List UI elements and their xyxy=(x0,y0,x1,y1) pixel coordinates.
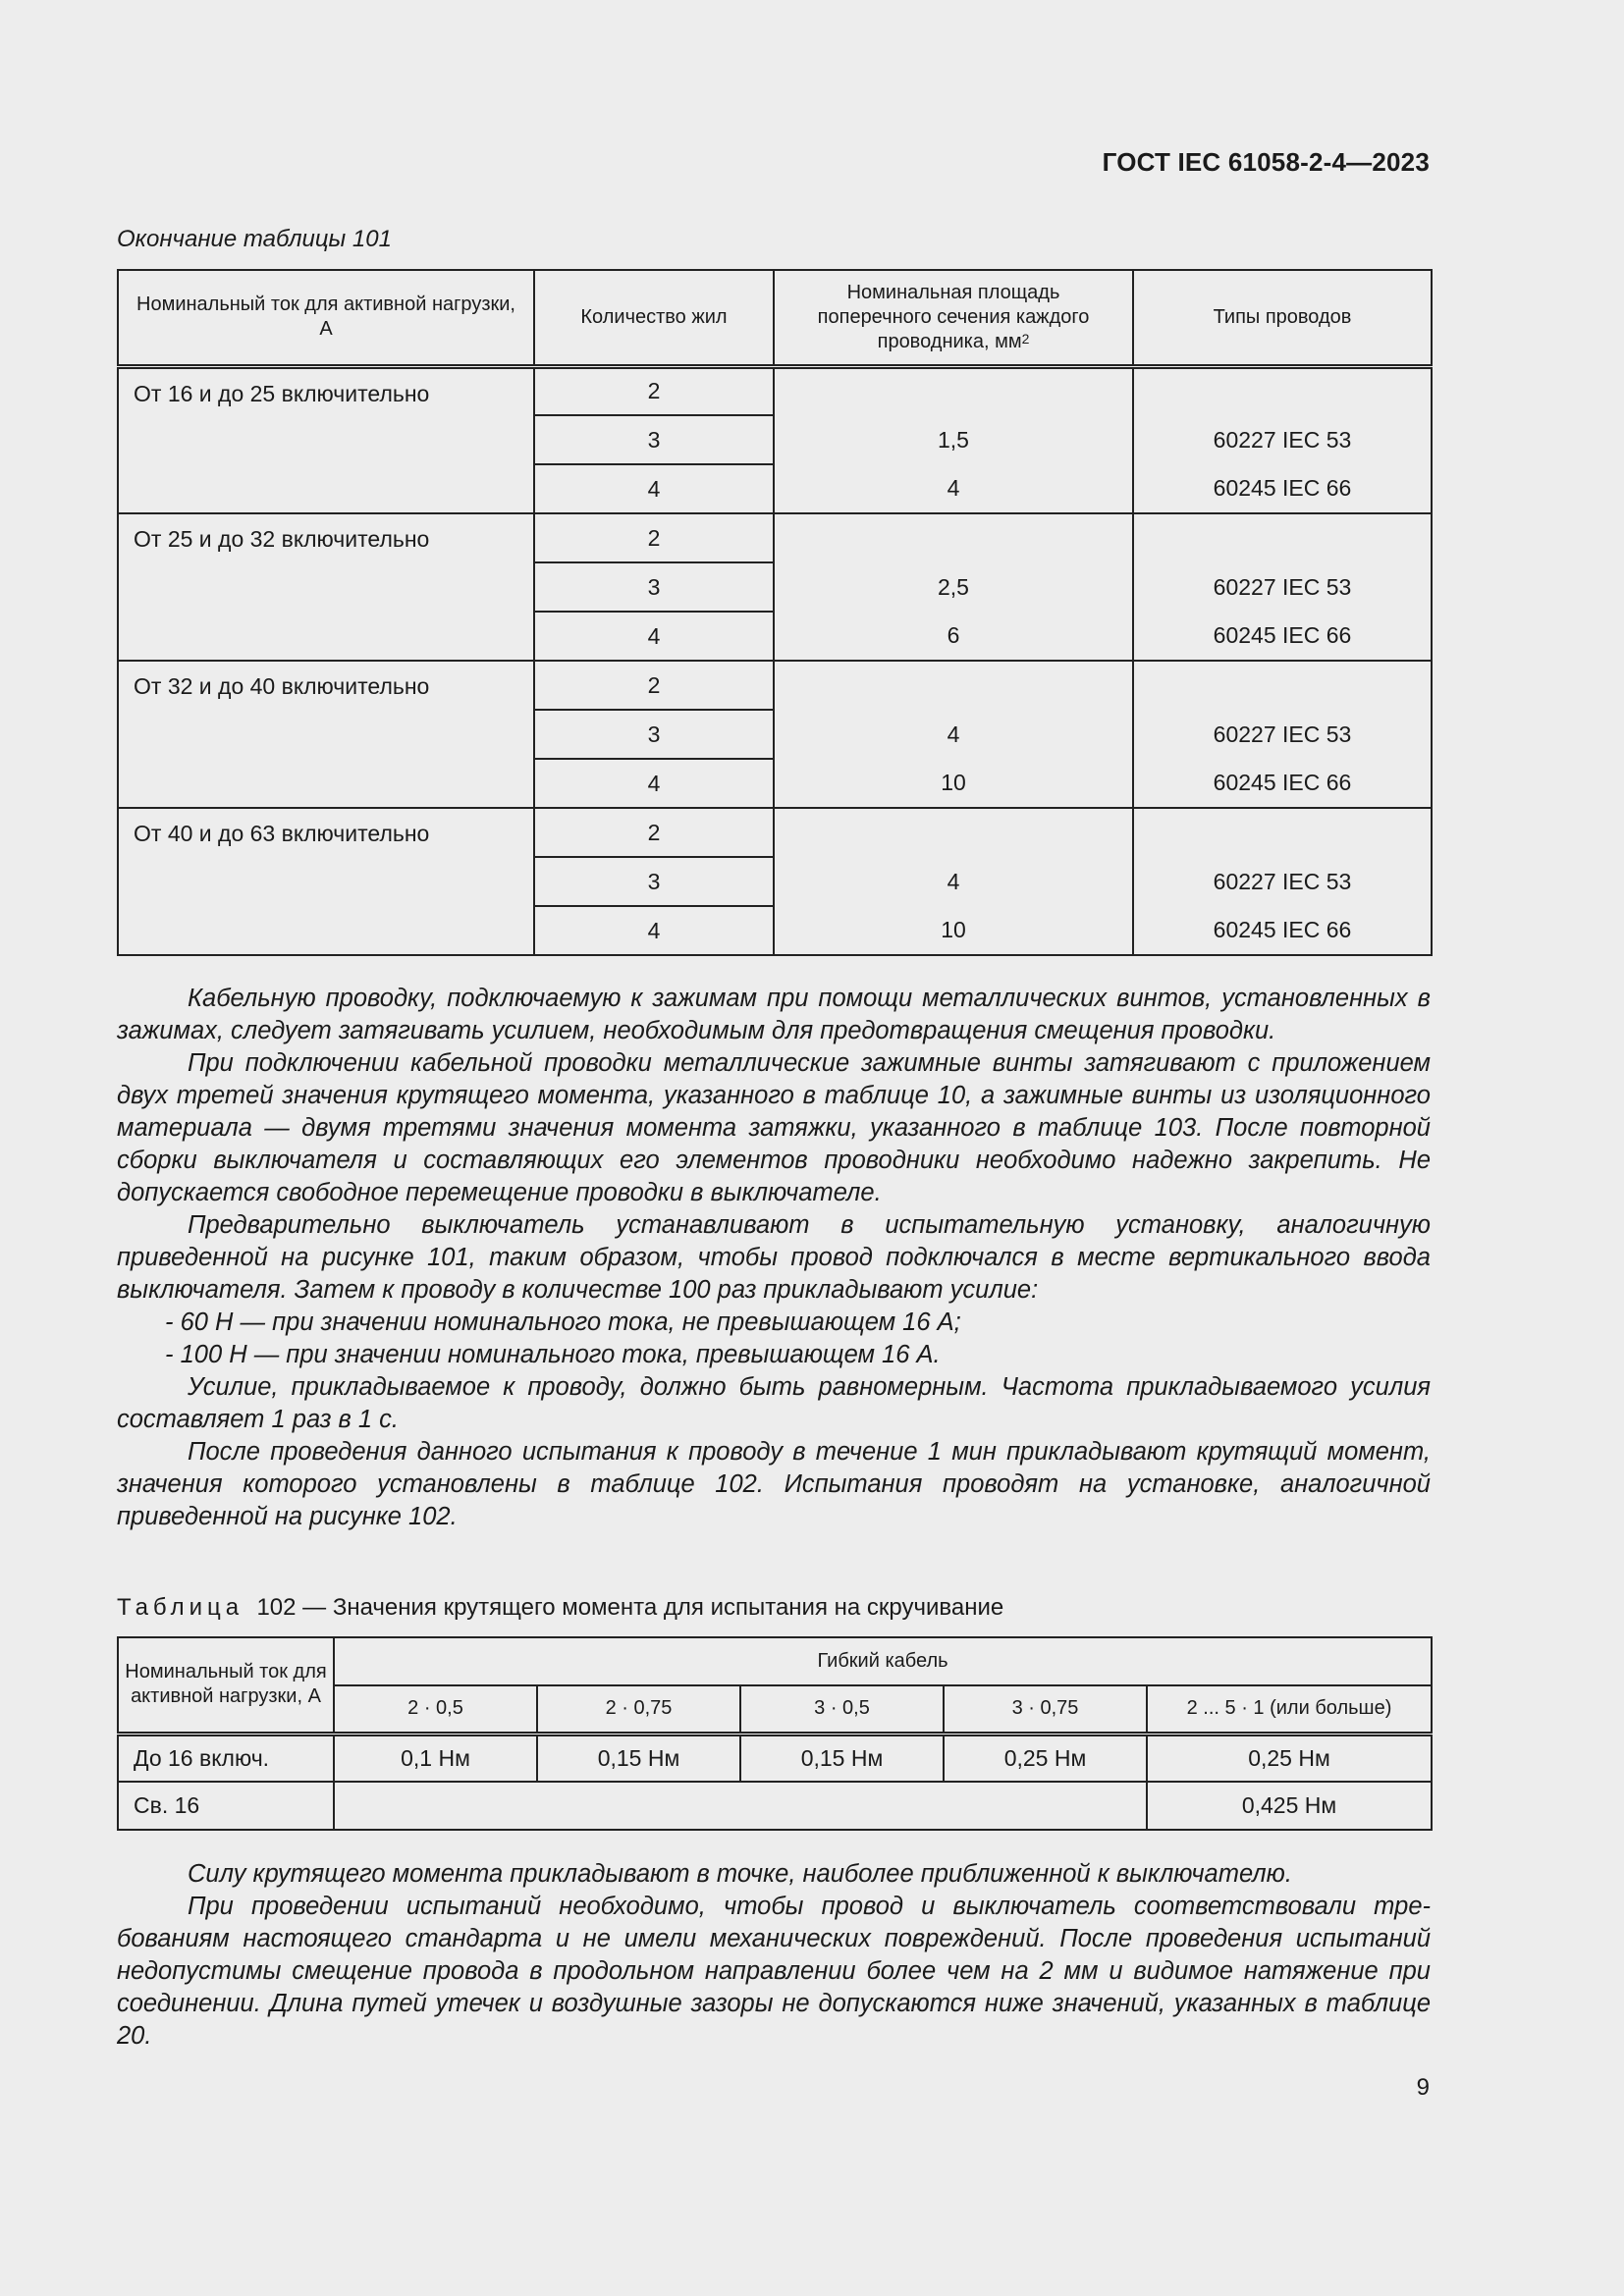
wire-type-cell: 60245 IEC 66 xyxy=(1133,759,1432,808)
area-cell: 4 xyxy=(774,857,1133,906)
current-range-cell: От 25 и до 32 включительно xyxy=(118,513,534,661)
header-flexible-cable: Гибкий кабель xyxy=(334,1637,1432,1685)
area-cell xyxy=(774,808,1133,857)
header-types: Типы проводов xyxy=(1133,270,1432,366)
cores-cell: 4 xyxy=(534,612,774,661)
paragraph: Усилие, прикладываемое к проводу, должно быть равномерным. Частота прикладываемого усилия составляет 1 раз в 1 с. xyxy=(117,1373,1431,1433)
table-row xyxy=(118,1734,1432,1782)
table-cell: 0,15 Нм xyxy=(537,1734,740,1782)
wire-type-cell: 60227 IEC 53 xyxy=(1133,857,1432,906)
table-101-continuation-caption: Окончание таблицы 101 xyxy=(117,226,392,252)
table-row xyxy=(118,366,1432,415)
area-cell: 1,5 xyxy=(774,415,1133,464)
cores-cell: 2 xyxy=(534,661,774,710)
subheader-cell: 2 · 0,75 xyxy=(537,1685,740,1734)
row-label: До 16 включ. xyxy=(118,1734,334,1782)
header-area: Номинальная площадь поперечного сечения каждого проводника, $мм^2$ xyxy=(774,270,1133,366)
cores-cell: 2 xyxy=(534,513,774,562)
cores-cell: 4 xyxy=(534,906,774,955)
paragraph: При подключении кабельной проводки металлические зажимные винты затягивают с приложением двух третей значения крутящего момента, указанного в таблице 10, а зажимные винты из изоляционного материала — двумя третями значения момента затяжки, указанного в таблице 103. После повторной сборки выключателя и составляющих его элементов проводники необходимо надежно закрепить. Не допускается свободное перемещение проводки в выключателе. xyxy=(117,1049,1431,1206)
paragraph: После проведения данного испытания к проводу в течение 1 мин прикладывают крутящий момент, значения которого установлены в таблице 102. Испытания проводят на установке, аналогичной приведенной на рисунке 102. xyxy=(117,1438,1431,1530)
document-header: ГОСТ IEC 61058-2-4—2023 xyxy=(1102,147,1430,177)
cores-cell: 4 xyxy=(534,464,774,513)
paragraph: При проведении испытаний необходимо, чтобы провод и выключатель соответствовали требованиям настоящего стандарта и не имели механических повреждений. После проведения испытаний недопустимы смещение провода в продольном направлении более чем на 2 мм и видимое натяжение при соединении. Длина путей утечек и воздушные зазоры не допускаются ниже значений, указанных в таблице 20. xyxy=(117,1893,1431,2050)
area-cell: 2,5 xyxy=(774,562,1133,612)
area-cell: 10 xyxy=(774,759,1133,808)
dash-item: - 100 Н — при значении номинального тока, превышающем 16 А. xyxy=(165,1341,941,1368)
subheader-cell: 2 ... 5 · 1 (или больше) xyxy=(1147,1685,1432,1734)
header-current: Номинальный ток для активной нагрузки, А xyxy=(118,1637,334,1734)
area-cell xyxy=(774,661,1133,710)
wire-type-cell xyxy=(1133,661,1432,710)
subheader-cell: 3 · 0,5 xyxy=(740,1685,944,1734)
table-cell: 0,25 Нм xyxy=(944,1734,1147,1782)
table-row xyxy=(118,808,1432,857)
table-row xyxy=(118,513,1432,562)
wire-type-cell xyxy=(1133,513,1432,562)
wire-type-cell: 60245 IEC 66 xyxy=(1133,464,1432,513)
subheader-cell: 3 · 0,75 xyxy=(944,1685,1147,1734)
wire-type-cell: 60245 IEC 66 xyxy=(1133,612,1432,661)
table-cell: 0,1 Нм xyxy=(334,1734,537,1782)
subheader-cell: 2 · 0,5 xyxy=(334,1685,537,1734)
paragraph: Кабельную проводку, подключаемую к зажимам при помощи металлических винтов, установленных в зажимах, следует затягивать усилием, необходимым для предотвращения смещения проводки. xyxy=(117,985,1431,1044)
current-range-cell: От 40 и до 63 включительно xyxy=(118,808,534,955)
wire-type-cell: 60227 IEC 53 xyxy=(1133,562,1432,612)
wire-type-cell: 60227 IEC 53 xyxy=(1133,710,1432,759)
table-cell: 0,15 Нм xyxy=(740,1734,944,1782)
header-current: Номинальный ток для активной нагрузки, А xyxy=(118,270,534,366)
paragraph: Силу крутящего момента прикладывают в точке, наиболее приближенной к выключателю. xyxy=(188,1860,1292,1888)
row-label: Св. 16 xyxy=(118,1782,334,1830)
table-cell: 0,425 Нм xyxy=(1147,1782,1432,1830)
cores-cell: 4 xyxy=(534,759,774,808)
wire-type-cell xyxy=(1133,366,1432,415)
table-102-header-row xyxy=(118,1637,1432,1685)
area-cell: 6 xyxy=(774,612,1133,661)
cores-cell: 3 xyxy=(534,562,774,612)
body-text-block-1 xyxy=(117,983,1431,1533)
table-101-header-row xyxy=(118,270,1432,366)
area-cell xyxy=(774,366,1133,415)
table-102 xyxy=(117,1636,1433,1831)
cores-cell: 2 xyxy=(534,808,774,857)
area-cell: 10 xyxy=(774,906,1133,955)
table-row xyxy=(118,1782,1432,1830)
table-cell: 0,25 Нм xyxy=(1147,1734,1432,1782)
paragraph: Предварительно выключатель устанавливают в испытательную установку, аналогичную приведенной на рисунке 101, таким образом, чтобы провод подключался в месте вертикального ввода выключателя. Затем к проводу в количестве 100 раз прикладывают усилие: xyxy=(117,1211,1431,1304)
header-cores: Количество жил xyxy=(534,270,774,366)
cores-cell: 3 xyxy=(534,415,774,464)
cores-cell: 3 xyxy=(534,710,774,759)
area-cell: 4 xyxy=(774,710,1133,759)
cores-cell: 3 xyxy=(534,857,774,906)
table-101 xyxy=(117,269,1433,956)
current-range-cell: От 32 и до 40 включительно xyxy=(118,661,534,808)
area-cell: 4 xyxy=(774,464,1133,513)
body-text-block-2 xyxy=(117,1858,1431,2053)
wire-type-cell: 60227 IEC 53 xyxy=(1133,415,1432,464)
table-row xyxy=(118,661,1432,710)
current-range-cell: От 16 и до 25 включительно xyxy=(118,366,534,513)
cores-cell: 2 xyxy=(534,366,774,415)
area-cell xyxy=(774,513,1133,562)
wire-type-cell xyxy=(1133,808,1432,857)
wire-type-cell: 60245 IEC 66 xyxy=(1133,906,1432,955)
page-number: 9 xyxy=(1416,2074,1430,2101)
table-102-caption: Таблица 102 — Значения крутящего момента для испытания на скручивание xyxy=(117,1594,1004,1621)
dash-item: - 60 Н — при значении номинального тока, не превышающем 16 А; xyxy=(165,1308,961,1336)
merged-empty-cell xyxy=(334,1782,1147,1830)
